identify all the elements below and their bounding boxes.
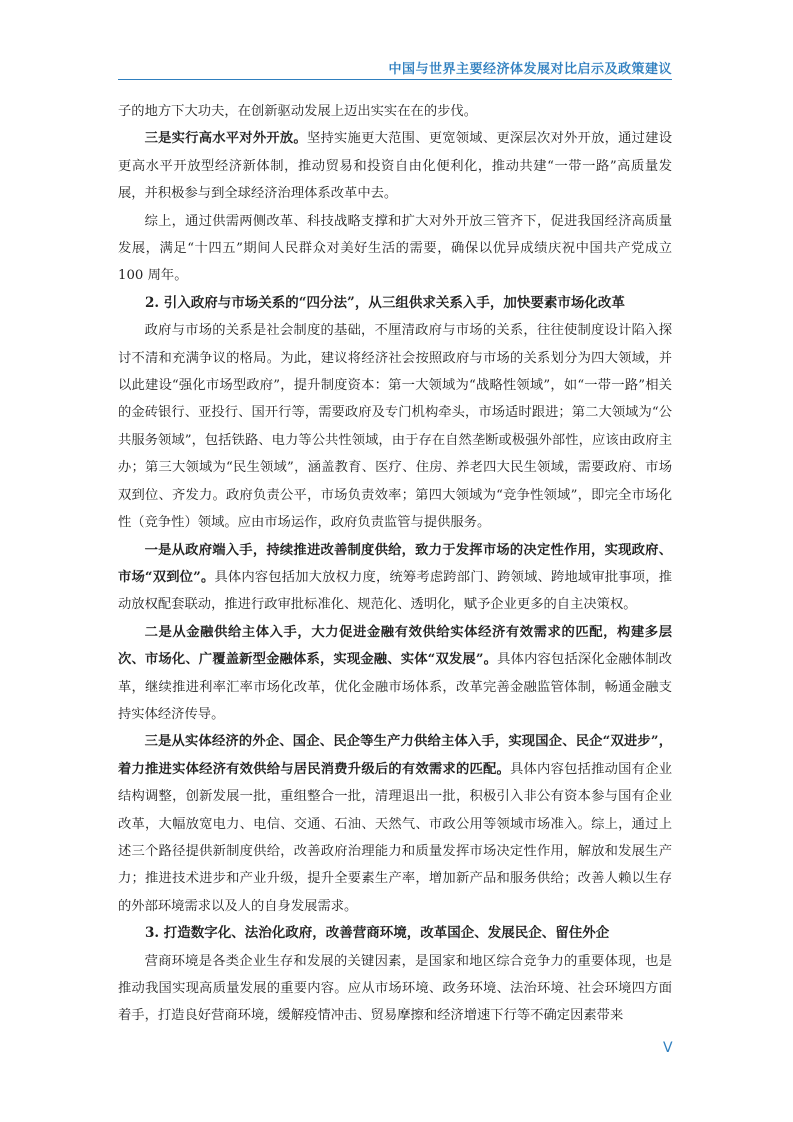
paragraph-text: 子的地方下大功夫，在创新驱动发展上迈出实实在在的步伐。 (118, 104, 478, 119)
section-heading-3 (118, 920, 672, 947)
paragraph-opening-up (118, 125, 672, 207)
paragraph-lead: 一是从政府端入手，持续推进改善制度供给，致力于发挥市场的决定性作用，实现政府、市场“双到位”。 (118, 542, 672, 585)
paragraph-lead: 二是从金融供给主体入手，大力促进金融有效供给实体经济有效需求的匹配，构建多层次、市场化、广覆盖新型金融体系，实现金融、实体“双发展”。 (118, 624, 672, 668)
paragraph-text: 坚持实施更大范围、更宽领域、更深层次对外开放，通过建设更高水平开放型经济新体制，推动贸易和投资自由化便利化，推动共建“一带一路”高质量发展，并积极参与到全球经济治理体系改革中去。 (118, 131, 673, 202)
paragraph-lead: 三是从实体经济的外企、国企、民企等生产力供给主体入手，实现国企、民企“双进步”，着力推进实体经济有效供给与居民消费升级后的有效需求的匹配。 (118, 734, 672, 777)
paragraph-lead: 三是实行高水平对外开放。 (144, 131, 307, 147)
paragraph-four-domains (118, 317, 672, 536)
paragraph-government-side (118, 537, 672, 619)
paragraph-text: 具体内容包括加大放权力度，统筹考虑跨部门、跨领域、跨地域审批事项，推动放权配套联动，推进行政审批标准化、规范化、透明化，赋予企业更多的自主决策权。 (118, 569, 673, 613)
body-text (118, 98, 672, 1030)
header-divider (118, 79, 672, 80)
heading-text: 3. 打造数字化、法治化政府，改善营商环境，改革国企、发展民企、留住外企 (145, 925, 610, 942)
paragraph-finance-side (118, 619, 672, 729)
paragraph-text: 政府与市场的关系是社会制度的基础，不厘清政府与市场的关系，往往使制度设计陷入探讨不清和充满争议的格局。为此，建议将经济社会按照政府与市场的关系划分为四大领域，并以此建设“强化市场型政府”，提升制度资本：第一大领域为“战略性领域”，如“一带一路”相关的金砖银行、亚投行、国开行等，需要政府及专门机构牵头，市场适时跟进；第二大领域为“公共服务领域”，包括铁路、电力等公共性领域，由于存在自然垄断或极强外部性，应该由政府主办；第三大领域为“民生领域”，涵盖教育、医疗、住房、养老四大民生领域，需要政府、市场双到位、齐发力。政府负责公平，市场负责效率；第四大领域为“竞争性领域”，即完全市场化性（竞争性）领域。应由市场运作，政府负责监管与提供服务。 (118, 323, 672, 531)
paragraph-text: 具体内容包括推动国有企业结构调整，创新发展一批，重组整合一批，清理退出一批，积极引入非公有资本参与国有企业改革，大幅放宽电力、电信、交通、石油、天然气、市政公用等领域市场准入。综上，通过上述三个路径提供新制度供给，改善政府治理能力和质量发挥市场决定性作用，解放和发展生产力；推进技术进步和产业升级，提升全要素生产率，增加新产品和服务供给；改善人赖以生存的外部环境需求以及人的自身发展需求。 (118, 761, 673, 914)
page-number: V (663, 1040, 673, 1056)
section-heading-2 (118, 290, 672, 317)
paragraph-text: 营商环境是各类企业生存和发展的关键因素，是国家和地区综合竞争力的重要体现，也是推动我国实现高质量发展的重要内容。应从市场环境、政务环境、法治环境、社会环境四方面着手，打造良好营商环境，缓解疫情冲击、贸易摩擦和经济增速下行等不确定因素带来 (118, 953, 672, 1024)
paragraph-real-economy (118, 728, 672, 920)
running-header-title: 中国与世界主要经济体发展对比启示及政策建议 (388, 62, 672, 77)
paragraph-business-environment (118, 948, 672, 1030)
paragraph-continuation (118, 98, 672, 125)
heading-text: 2. 引入政府与市场关系的“四分法”，从三组供求关系入手，加快要素市场化改革 (145, 294, 625, 311)
paragraph-summary (118, 208, 672, 290)
paragraph-text: 具体内容包括深化金融体制改革，继续推进利率汇率市场化改革，优化金融市场体系，改革完善金融监管体制，畅通金融支持实体经济传导。 (118, 652, 673, 722)
paragraph-text: 综上，通过供需两侧改革、科技战略支撑和扩大对外开放三管齐下，促进我国经济高质量发展，满足“十四五”期间人民群众对美好生活的需要，确保以优异成绩庆祝中国共产党成立 100 周年。 (118, 213, 672, 284)
